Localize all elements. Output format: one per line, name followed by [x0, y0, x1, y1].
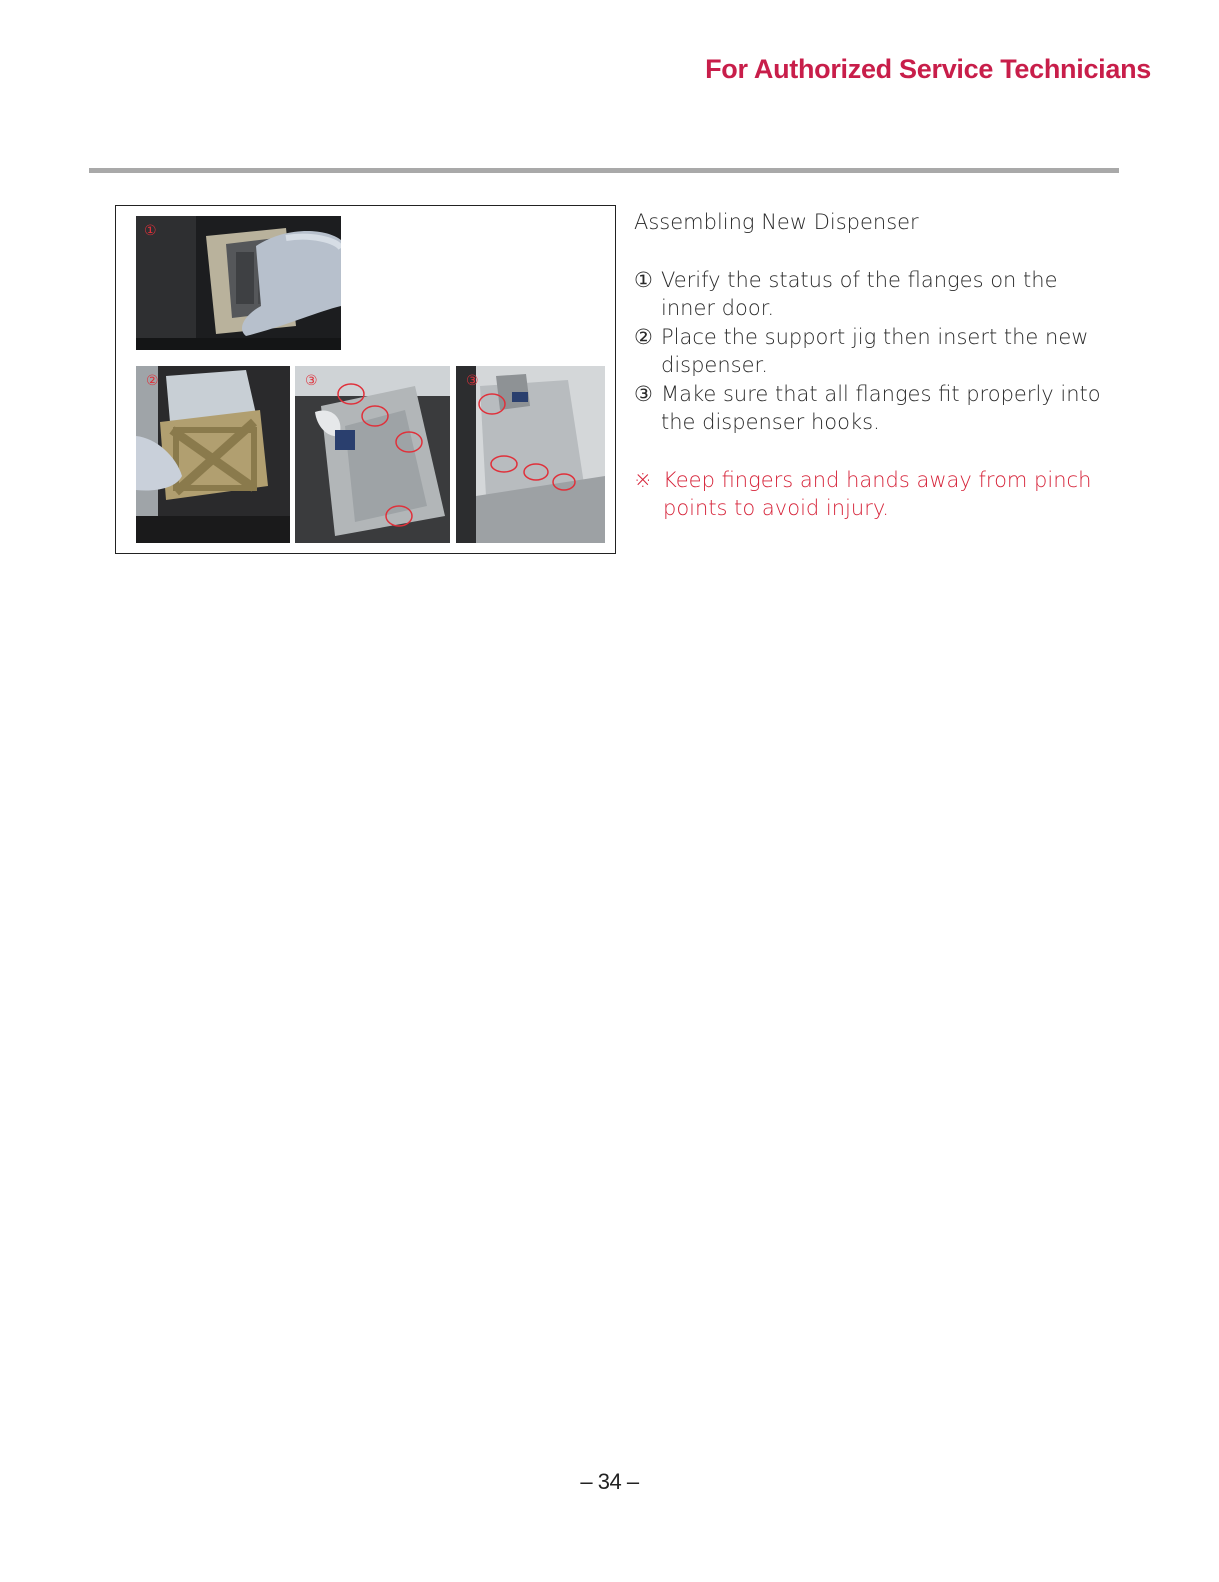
page-header-title: For Authorized Service Technicians	[705, 54, 1151, 84]
step-marker: ①	[144, 223, 157, 239]
photo-flange-hooks-left	[295, 366, 450, 543]
note-text: Keep fingers and hands away from pinch points to avoid injury.	[663, 467, 1092, 520]
step-item	[634, 380, 1104, 437]
step-marker: ③	[466, 373, 479, 389]
photo-flange-hooks-right	[456, 366, 605, 543]
photo-support-jig	[136, 366, 290, 543]
step-marker: ③	[305, 373, 318, 389]
page-number: – 34 –	[580, 1469, 639, 1494]
step-text: Verify the status of the flanges on the inner door.	[661, 267, 1058, 320]
step-item	[634, 323, 1104, 380]
step-item	[634, 266, 1104, 323]
note-symbol: ※	[634, 467, 652, 492]
figure-box	[115, 205, 616, 554]
safety-note	[634, 466, 1104, 523]
header-divider	[89, 168, 1119, 173]
step-marker: ②	[146, 373, 159, 389]
step-number: ①	[634, 267, 653, 292]
step-number: ③	[634, 381, 653, 406]
step-text: Make sure that all flanges fit properly into the dispenser hooks.	[661, 381, 1101, 434]
instructions-panel	[634, 208, 1104, 523]
step-text: Place the support jig then insert the new dispenser.	[661, 324, 1089, 377]
instructions-title: Assembling New Dispenser	[634, 210, 919, 234]
step-number: ②	[634, 324, 653, 349]
photo-dispenser-flanges	[136, 216, 341, 350]
